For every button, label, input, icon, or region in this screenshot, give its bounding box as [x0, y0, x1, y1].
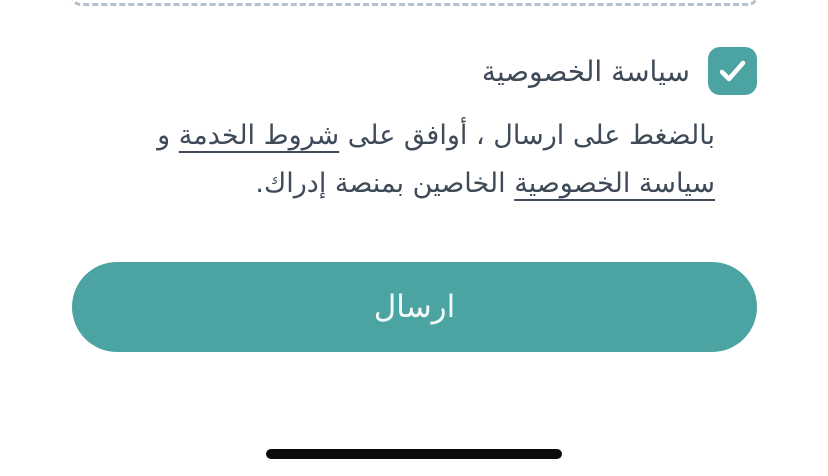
checkmark-icon [719, 60, 746, 82]
privacy-policy-checkbox-label: سياسة الخصوصية [481, 54, 690, 88]
privacy-policy-checkbox[interactable] [708, 47, 757, 95]
terms-of-service-link[interactable]: شروط الخدمة [178, 120, 340, 151]
agreement-text [140, 112, 715, 208]
dashed-divider [71, 0, 758, 6]
home-indicator[interactable] [266, 449, 562, 459]
agreement-line1-suffix: و [157, 120, 179, 151]
agreement-line2-suffix: الخاصين بمنصة إدراك. [255, 168, 515, 199]
privacy-policy-link[interactable]: سياسة الخصوصية [514, 168, 715, 199]
agreement-line1-prefix: بالضغط على ارسال ، أوافق على [339, 120, 715, 151]
submit-button[interactable]: ارسال [72, 262, 757, 352]
privacy-policy-checkbox-row [140, 47, 757, 95]
